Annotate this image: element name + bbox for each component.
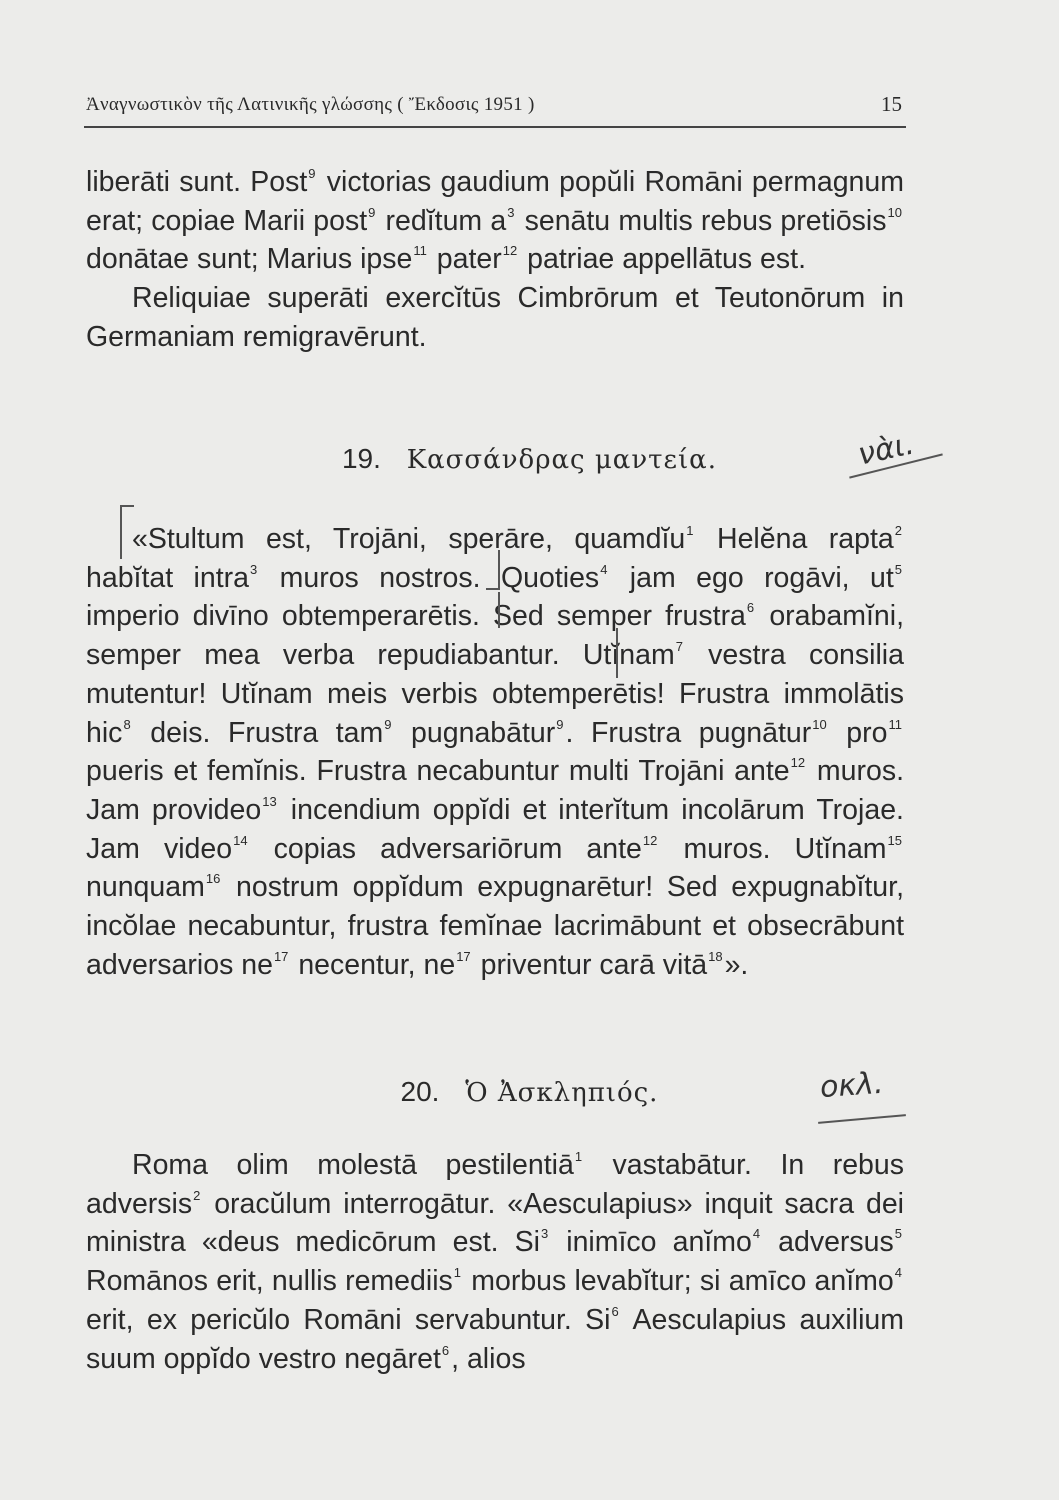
text-run: morbus levabĭtur; si amīco anĭmo (463, 1265, 894, 1298)
text-run: senātu (516, 204, 611, 237)
text-run: «Stultum est, Trojāni, sperāre, quamdĭu (132, 523, 686, 555)
text-run: Roma olim molestā pestilentiā (132, 1149, 574, 1181)
text-run: muros. Jam provideo (86, 755, 904, 826)
intro-paragraph-2: Reliquiae superāti exercĭtūs Cimbrōrum et Teutonōrum in Germaniam remigravērunt. (86, 282, 904, 353)
section-20-paragraph (86, 1146, 904, 1378)
text-run: . Frustra pugnātur (565, 716, 812, 749)
footnote-marker: 9 (556, 716, 564, 732)
section-20-text (86, 1146, 904, 1378)
footnote-marker: 1 (453, 1265, 462, 1281)
text-run: Helĕna rapta (695, 523, 894, 555)
footnote-marker: 6 (746, 600, 755, 616)
handwritten-note-20: οκλ. (818, 1065, 885, 1106)
footnote-marker: 16 (205, 871, 221, 887)
text-run: patriae appellātus est. (527, 243, 806, 276)
footnote-marker: 10 (812, 716, 827, 732)
text-run: jam ego rogāvi, ut (609, 561, 894, 594)
header-title: Ἀναγνωστικὸν τῆς Λατινικῆς γλώσσης ( Ἔκδοσις 1951 ) (86, 94, 535, 115)
footnote-marker: 7 (675, 639, 683, 655)
footnote-marker: 9 (308, 166, 316, 181)
page-number: 15 (881, 92, 902, 116)
footnote-marker: 12 (790, 755, 806, 771)
footnote-marker: 3 (540, 1226, 549, 1242)
text-run: nunquam (86, 871, 205, 904)
section-20-heading (0, 1076, 1059, 1108)
footnote-marker: 5 (894, 1226, 902, 1242)
footnote-marker: 9 (368, 204, 376, 220)
intro-paragraph (86, 163, 904, 279)
footnote-marker: 14 (233, 832, 248, 848)
footnote-marker: 8 (123, 716, 131, 732)
text-run: pugnabātur (393, 716, 556, 749)
footnote-marker: 10 (887, 204, 902, 220)
footnote-marker: 12 (642, 832, 658, 848)
text-run: pro (828, 716, 888, 749)
footnote-marker: 17 (273, 948, 289, 964)
text-run: copias adversariōrum ante (249, 832, 642, 865)
footnote-marker: 1 (686, 523, 694, 538)
text-run: permagnum erat; copiae Marii post (86, 166, 904, 237)
text-run: nostrum oppĭdum expugnarētur! Sed expugnabĭtur, incŏlae necabuntur, frustra femĭnae lacrimābunt et obsecrābunt adversarios ne (86, 871, 904, 981)
text-run: Aesculapius auxilium suum oppĭdo vestro negāret (86, 1303, 905, 1375)
text-run: priventur carā vitā (472, 948, 708, 981)
text-run: liberāti sunt. Post (86, 166, 308, 198)
section-19-number: 19. (341, 443, 381, 474)
footnote-marker: 1 (574, 1149, 583, 1164)
text-run: victorias gaudium popŭli Romāni (317, 166, 743, 198)
footnote-marker: 2 (193, 1187, 201, 1203)
footnote-marker: 3 (507, 204, 515, 220)
text-run: oracŭlum interrogātur. «Aesculapius» inquit sacra dei ministra «deus medicōrum est. Si (86, 1187, 904, 1259)
footnote-marker: 15 (887, 832, 902, 848)
section-19-title: Κασσάνδρας μαντεία. (406, 445, 717, 475)
text-run: pater (428, 243, 502, 276)
text-run: orabamĭni, semper mea verba repudiabantur. Utĭnam (86, 600, 904, 672)
text-run: adversus (762, 1226, 894, 1259)
handwritten-note-19: νὰι. (854, 426, 918, 473)
footnote-marker: 11 (888, 716, 902, 732)
section-20-title: Ὁ Ἀσκληπιός. (465, 1078, 659, 1108)
text-run: deis. Frustra tam (132, 716, 384, 749)
text-run: necentur, ne (290, 948, 456, 981)
footnote-marker: 4 (894, 1265, 902, 1281)
pencil-bracket (486, 550, 500, 590)
footnote-marker: 12 (502, 243, 518, 259)
pencil-bracket (498, 592, 510, 628)
text-run: , alios (451, 1342, 526, 1375)
footnote-marker: 4 (600, 561, 608, 577)
text-run: donātae sunt; Marius ipse (86, 243, 413, 276)
text-run: pueris et femĭnis. Frustra necabuntur multi Trojāni ante (86, 755, 790, 788)
text-run: vestra consilia mutentur! Utĭnam meis verbis obtemperētis! Frustra immolātis hic (86, 639, 904, 749)
text-run: inimīco anĭmo (550, 1226, 752, 1259)
footnote-marker: 4 (752, 1226, 761, 1242)
text-run: incendium oppĭdi et interĭtum incolārum Trojae. Jam video (86, 793, 904, 865)
footnote-marker: 6 (441, 1342, 450, 1358)
footnote-marker: 9 (384, 716, 392, 732)
pencil-bracket (120, 505, 134, 559)
text-run: erit, ex pericŭlo Romāni servabuntur. Si (86, 1303, 611, 1336)
footnote-marker: 3 (250, 561, 258, 577)
pencil-bracket (604, 628, 618, 678)
text-run: muros nostros. Quoties (259, 561, 600, 594)
footnote-marker: 5 (894, 561, 902, 577)
footnote-marker: 2 (894, 523, 902, 538)
footnote-marker: 11 (413, 243, 427, 259)
text-run: Romānos erit, nullis remediis (86, 1265, 453, 1298)
intro-text (86, 163, 904, 357)
handwritten-stroke (818, 1114, 906, 1124)
footnote-marker: 13 (262, 793, 277, 809)
text-run: ». (724, 948, 749, 981)
footnote-marker: 17 (456, 948, 471, 964)
running-header (84, 88, 906, 128)
text-run: multis rebus pretiōsis (618, 204, 887, 237)
section-20-number: 20. (400, 1076, 440, 1107)
text-run: redĭtum a (377, 204, 507, 237)
text-run: vastabātur. In rebus adversis (86, 1149, 904, 1220)
footnote-marker: 6 (611, 1303, 619, 1319)
text-run: imperio divīno obtemperarētis. Sed semper frustra (86, 600, 746, 633)
text-run: habĭtat intra (86, 561, 249, 594)
footnote-marker: 18 (708, 948, 723, 964)
text-run: muros. Utĭnam (659, 832, 887, 865)
